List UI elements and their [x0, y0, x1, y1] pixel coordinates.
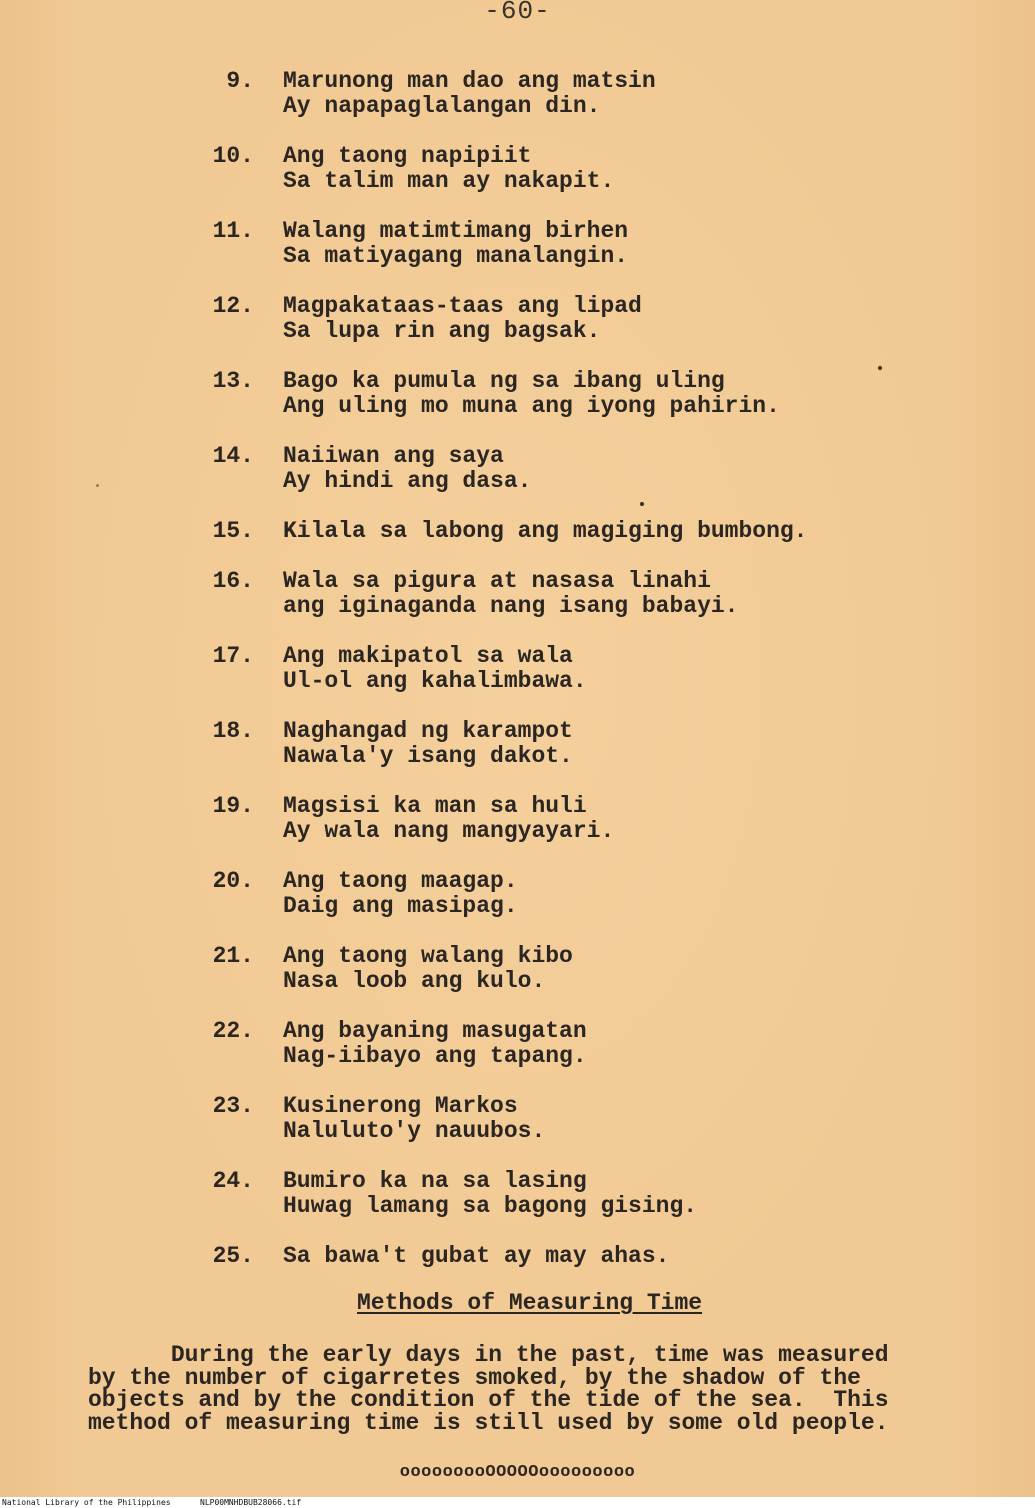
proverb-item	[0, 443, 1035, 499]
proverb-item	[0, 793, 1035, 849]
proverb-line-1: Marunong man dao ang matsin	[283, 68, 656, 94]
ink-speck	[640, 502, 644, 506]
proverb-line-1: Magsisi ka man sa huli	[283, 793, 587, 819]
proverb-number: 14.	[212, 443, 254, 469]
ink-speck	[96, 484, 99, 487]
proverb-line-1: Magpakataas-taas ang lipad	[283, 293, 642, 319]
proverb-line-1: Ang makipatol sa wala	[283, 643, 573, 669]
proverb-item	[0, 868, 1035, 924]
proverb-item	[0, 68, 1035, 124]
proverb-line-2: Naluluto'y nauubos.	[283, 1118, 546, 1144]
proverb-number: 9.	[226, 68, 254, 94]
proverb-line-2: Ang uling mo muna ang iyong pahirin.	[283, 393, 780, 419]
proverb-number: 22.	[212, 1018, 254, 1044]
proverb-line-1: Ang bayaning masugatan	[283, 1018, 587, 1044]
proverb-number: 17.	[212, 643, 254, 669]
proverb-item	[0, 1093, 1035, 1149]
proverb-item	[0, 1168, 1035, 1224]
proverb-number: 19.	[212, 793, 254, 819]
proverb-item	[0, 143, 1035, 199]
proverb-line-1: Bago ka pumula ng sa ibang uling	[283, 368, 725, 394]
proverb-line-1: Ang taong maagap.	[283, 868, 518, 894]
proverb-line-1: Walang matimtimang birhen	[283, 218, 629, 244]
proverb-number: 21.	[212, 943, 254, 969]
proverb-line-1: Ang taong napipiit	[283, 143, 532, 169]
proverb-line-2: Ay hindi ang dasa.	[283, 468, 532, 494]
proverb-line-1: Kusinerong Markos	[283, 1093, 518, 1119]
proverb-line-1: Wala sa pigura at nasasa linahi	[283, 568, 711, 594]
footer-filename: NLP00MNHDBUB28066.tif	[200, 1498, 302, 1507]
proverb-line-2: Sa talim man ay nakapit.	[283, 168, 615, 194]
proverb-line-2: Ul-ol ang kahalimbawa.	[283, 668, 587, 694]
proverb-line-1: Ang taong walang kibo	[283, 943, 573, 969]
proverb-line-2: Ay wala nang mangyayari.	[283, 818, 615, 844]
proverb-item	[0, 293, 1035, 349]
footer-library: National Library of the Philippines	[2, 1498, 171, 1507]
proverb-line-2: Ay napapaglalangan din.	[283, 93, 601, 119]
proverb-line-2: Sa lupa rin ang bagsak.	[283, 318, 601, 344]
paragraph-line: by the number of cigarretes smoked, by the shadow of the	[88, 1364, 861, 1391]
proverb-number: 13.	[212, 368, 254, 394]
proverb-number: 24.	[212, 1168, 254, 1194]
proverb-item	[0, 518, 1035, 574]
paragraph-line: During the early days in the past, time was measured	[88, 1342, 889, 1368]
proverb-item	[0, 568, 1035, 624]
proverb-item	[0, 718, 1035, 774]
proverb-line-2: Nag-iibayo ang tapang.	[283, 1043, 587, 1069]
scan-footer	[0, 1497, 1035, 1508]
proverb-number: 23.	[212, 1093, 254, 1119]
proverb-item	[0, 218, 1035, 274]
paragraph-line: method of measuring time is still used by some old people.	[88, 1409, 889, 1436]
proverb-line-1: Bumiro ka na sa lasing	[283, 1168, 587, 1194]
proverb-line-2: ang iginaganda nang isang babayi.	[283, 593, 739, 619]
section-divider: ooooooooOOOOOooooooooo	[399, 1463, 636, 1482]
proverb-line-1: Kilala sa labong ang magiging bumbong.	[283, 518, 808, 544]
proverb-number: 11.	[212, 218, 254, 244]
proverb-item	[0, 1018, 1035, 1074]
proverb-number: 18.	[212, 718, 254, 744]
proverb-line-2: Sa matiyagang manalangin.	[283, 243, 629, 269]
proverb-line-2: Daig ang masipag.	[283, 893, 518, 919]
proverb-line-1: Naiiwan ang saya	[283, 443, 504, 469]
proverb-line-1: Sa bawa't gubat ay may ahas.	[283, 1243, 670, 1269]
proverb-number: 25.	[212, 1243, 254, 1269]
proverb-line-1: Naghangad ng karampot	[283, 718, 573, 744]
proverb-item	[0, 943, 1035, 999]
proverb-item	[0, 368, 1035, 424]
paragraph-line: objects and by the condition of the tide of the sea. This	[88, 1387, 889, 1413]
proverb-line-2: Nasa loob ang kulo.	[283, 968, 546, 994]
proverb-number: 16.	[212, 568, 254, 594]
proverb-number: 10.	[212, 143, 254, 169]
ink-speck	[878, 366, 882, 370]
section-paragraph	[88, 1344, 968, 1434]
proverb-line-2: Huwag lamang sa bagong gising.	[283, 1193, 698, 1219]
section-title: Methods of Measuring Time	[357, 1290, 703, 1316]
proverb-item	[0, 643, 1035, 699]
page-number: -60-	[484, 0, 551, 26]
proverb-number: 12.	[212, 293, 254, 319]
proverb-line-2: Nawala'y isang dakot.	[283, 743, 573, 769]
proverb-number: 15.	[212, 518, 254, 544]
proverb-number: 20.	[212, 868, 254, 894]
